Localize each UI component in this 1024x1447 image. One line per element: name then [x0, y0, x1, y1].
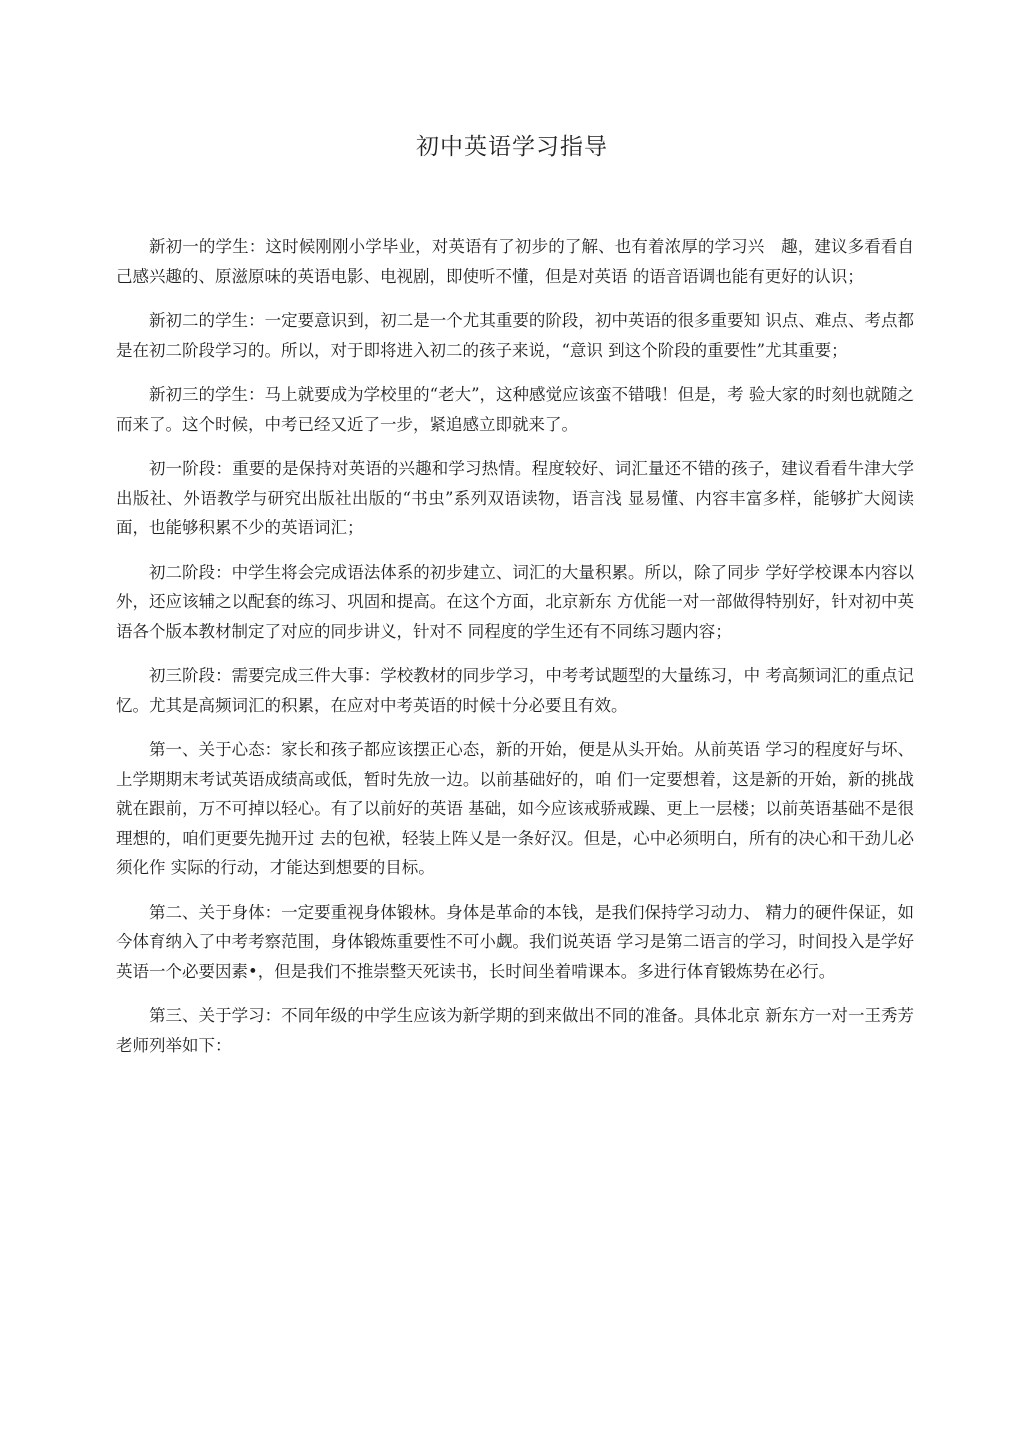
- paragraph-study: 第三、关于学习：不同年级的中学生应该为新学期的到来做出不同的准备。具体北京 新东方一对一王秀芳老师列举如下：: [116, 1006, 914, 1055]
- paragraph-health: 第二、关于身体：一定要重视身体锻林。身体是革命的本钱，是我们保持学习动力、 精力的硬件保证，如今体育纳入了中考考察范围，身体锻炼重要性不可小觑。我们说英语 学习是第二语言的学习，时间投入是学好英语一个必要因素•，但是我们不推崇整天死读书，长时间坐着啃课本。多进行体育锻炼势在必行。: [116, 902, 914, 981]
- paragraph-grade7-stage: 初一阶段：重要的是保持对英语的兴趣和学习热情。程度较好、词汇量还不错的孩子，建议看看牛津大学出版社、外语教学与研究出版社出版的“书虫”系列双语读物，语言浅 显易懂、内容丰富多样，能够扩大阅读面，也能够积累不少的英语词汇；: [116, 459, 914, 537]
- paragraph-grade7-new: 新初一的学生：这时候刚刚小学毕业，对英语有了初步的了解、也有着浓厚的学习兴 趣，建议多看看自己感兴趣的、原滋原味的英语电影、电视剧，即使听不懂，但是对英语 的语音语调也能有更好的认识；: [116, 237, 914, 286]
- document-body: [116, 232, 914, 1075]
- paragraph-grade8-new: 新初二的学生：一定要意识到，初二是一个尤其重要的阶段，初中英语的很多重要知 识点、难点、考点都是在初二阶段学习的。所以，对于即将进入初二的孩子来说，“意识 到这个阶段的重要性”尤其重要；: [116, 311, 914, 360]
- paragraph-grade9-new: 新初三的学生：马上就要成为学校里的“老大”，这种感觉应该蛮不错哦！但是，考 验大家的时刻也就随之而来了。这个时候，中考已经又近了一步，紧追感立即就来了。: [116, 385, 914, 434]
- paragraph-grade9-stage: 初三阶段：需要完成三件大事：学校教材的同步学习，中考考试题型的大量练习，中 考高频词汇的重点记忆。尤其是高频词汇的积累，在应对中考英语的时候十分必要且有效。: [116, 666, 914, 715]
- document-title: 初中英语学习指导: [416, 134, 608, 160]
- paragraph-grade8-stage: 初二阶段：中学生将会完成语法体系的初步建立、词汇的大量积累。所以，除了同步 学好学校课本内容以外，还应该辅之以配套的练习、巩固和提高。在这个方面，北京新东 方优能一对一部做得特别好，针对初中英语各个版本教材制定了对应的同步讲义，针对不 同程度的学生还有不同练习题内容；: [116, 562, 914, 641]
- paragraph-mindset: 第一、关于心态：家长和孩子都应该摆正心态，新的开始，便是从头开始。从前英语 学习的程度好与坏、上学期期末考试英语成绩高或低，暂时先放一边。以前基础好的，咱 们一定要想着，这是新的开始，新的挑战就在跟前，万不可掉以轻心。有了以前好的英语 基础，如今应该戒骄戒躁、更上一层楼；以前英语基础不是很理想的，咱们更要先抛开过 去的包袱，轻装上阵乂是一条好汉。但是，心中必须明白，所有的决心和干劲儿必须化作 实际的行动，才能达到想要的目标。: [116, 740, 914, 877]
